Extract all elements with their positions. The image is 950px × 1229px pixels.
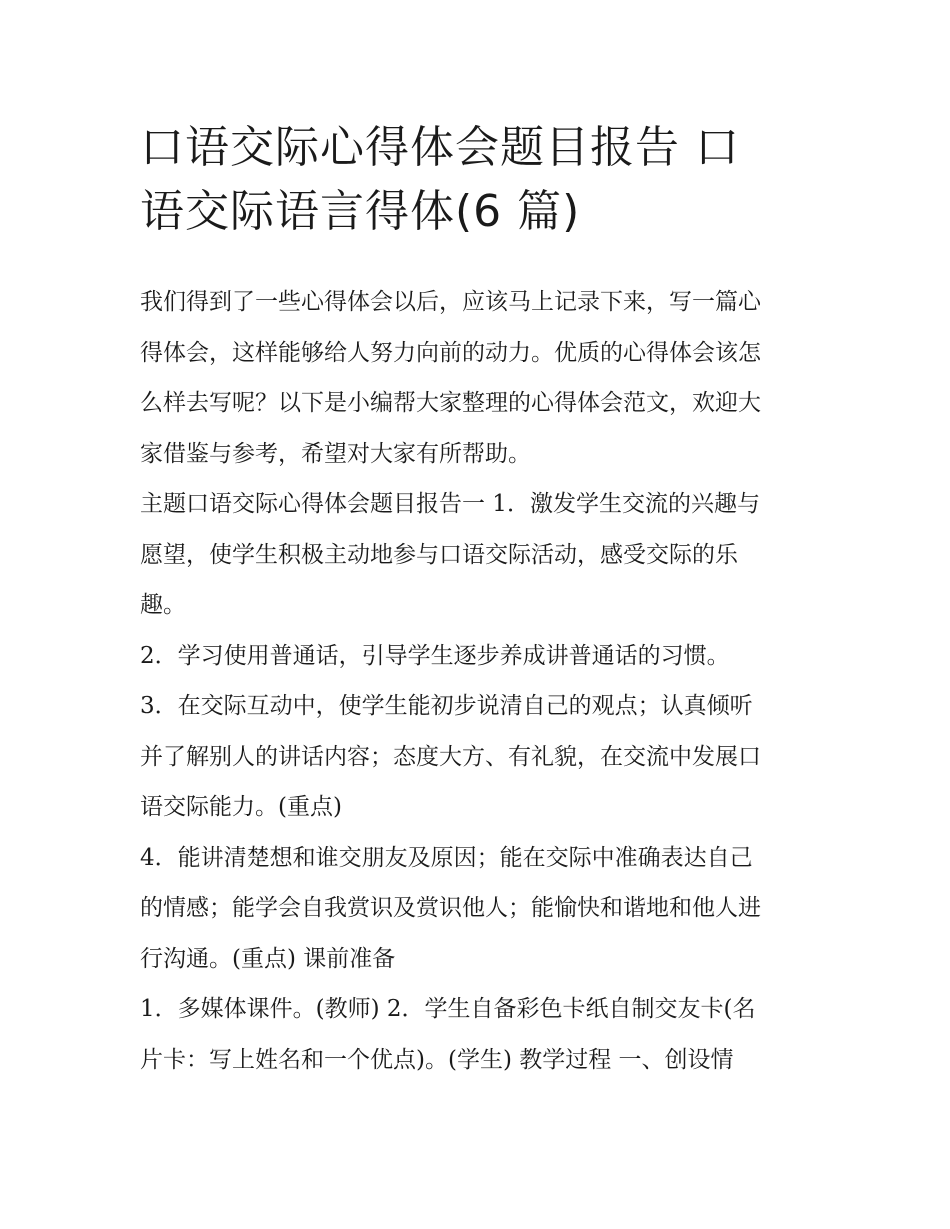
paragraph-line: 趣。 — [140, 592, 186, 618]
paragraph-line: 片卡：写上姓名和一个优点)。(学生) 教学过程 一、创设情 — [140, 1046, 734, 1073]
paragraph-line: 主题口语交际心得体会题目报告一 1．激发学生交流的兴趣与 — [140, 491, 760, 517]
paragraph-goal-1 — [140, 479, 820, 631]
paragraph-line: 家借鉴与参考，希望对大家有所帮助。 — [140, 440, 531, 467]
paragraph-line: 么样去写呢？以下是小编帮大家整理的心得体会范文，欢迎大 — [140, 390, 761, 416]
title-line-1: 口语交际心得体会题目报告 口 — [140, 122, 740, 173]
document-title — [140, 116, 820, 244]
paragraph-line: 的情感；能学会自我赏识及赏识他人；能愉快和谐地和他人进 — [140, 895, 761, 921]
paragraph-preparation — [140, 984, 820, 1085]
paragraph-line: 3．在交际互动中，使学生能初步说清自己的观点；认真倾听 — [140, 693, 753, 719]
paragraph-line: 2．学习使用普通话，引导学生逐步养成讲普通话的习惯。 — [140, 642, 730, 669]
paragraph-line: 1．多媒体课件。(教师) 2．学生自备彩色卡纸自制交友卡(名 — [140, 996, 756, 1022]
paragraph-goal-4 — [140, 833, 820, 985]
paragraph-intro — [140, 277, 820, 479]
paragraph-goal-3 — [140, 681, 820, 833]
paragraph-line: 愿望，使学生积极主动地参与口语交际活动，感受交际的乐 — [140, 541, 738, 568]
paragraph-goal-2 — [140, 631, 820, 682]
paragraph-line: 语交际能力。(重点) — [140, 794, 342, 820]
paragraph-line: 并了解别人的讲话内容；态度大方、有礼貌，在交流中发展口 — [140, 743, 761, 770]
paragraph-line: 我们得到了一些心得体会以后，应该马上记录下来，写一篇心 — [140, 289, 761, 315]
paragraph-line: 4．能讲清楚想和谁交朋友及原因；能在交际中准确表达自己 — [140, 844, 753, 871]
paragraph-line: 行沟通。(重点) 课前准备 — [140, 945, 396, 972]
paragraph-line: 得体会，这样能够给人努力向前的动力。优质的心得体会该怎 — [140, 339, 761, 366]
document-body — [140, 277, 820, 1085]
title-line-2: 语交际语言得体(6 篇) — [140, 186, 581, 237]
